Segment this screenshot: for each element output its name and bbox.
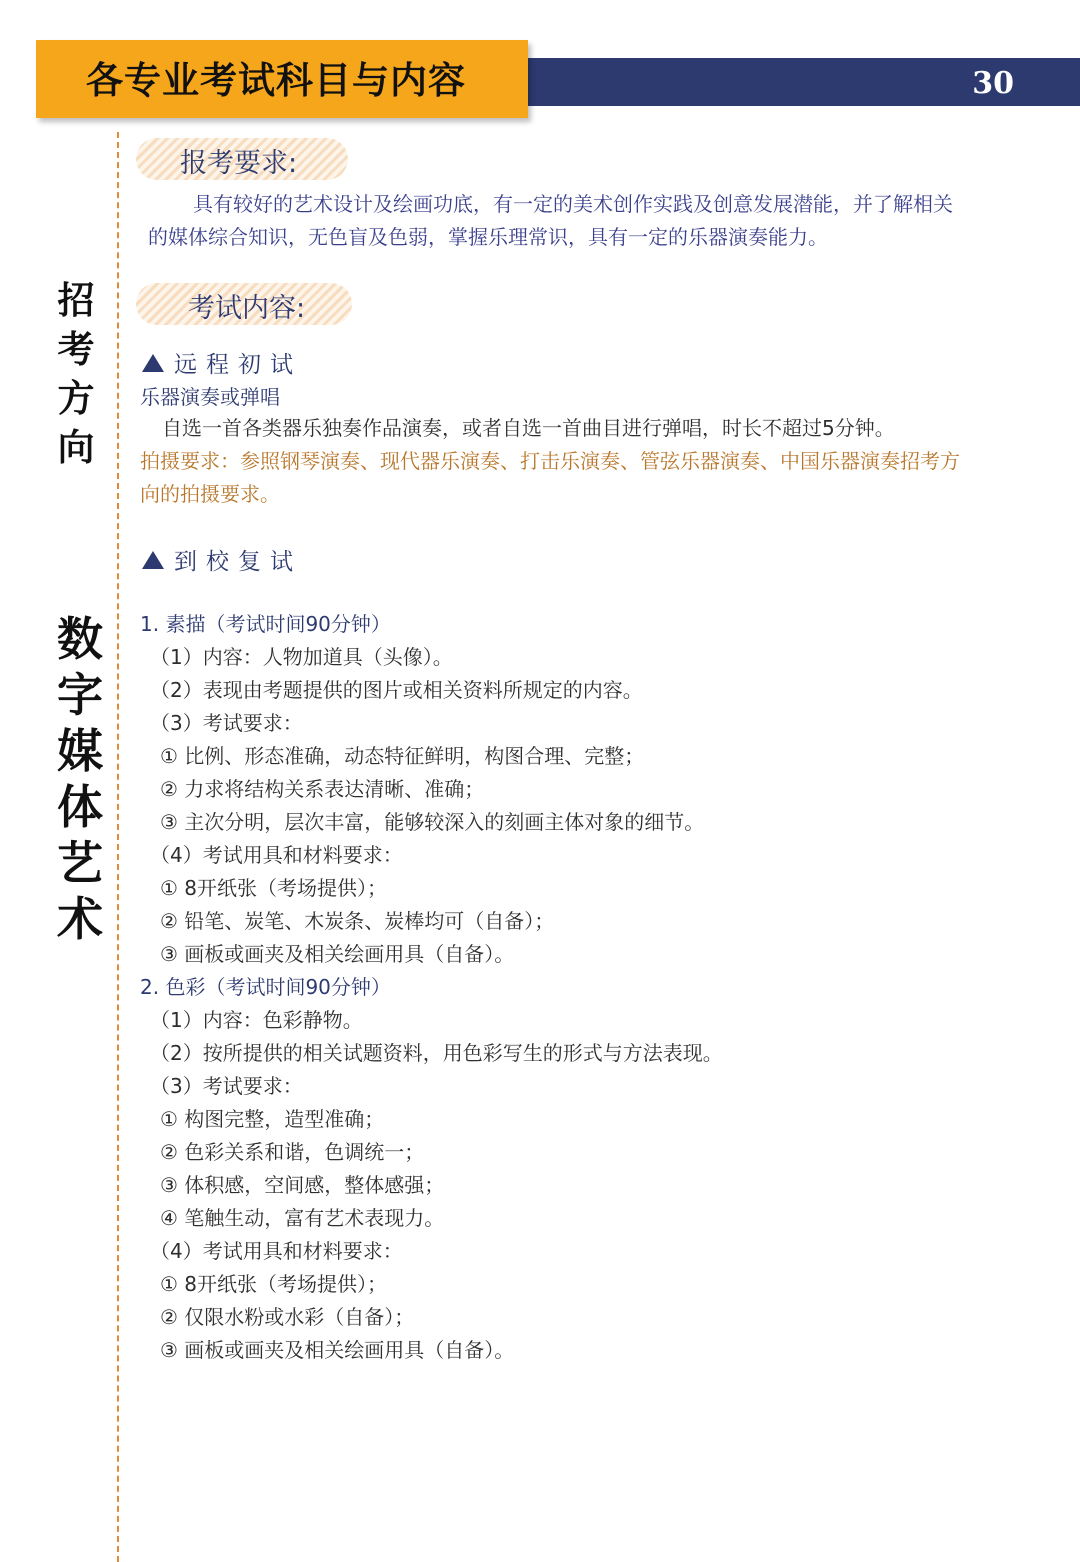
list-item: ① 8开纸张（考场提供）；: [160, 1272, 388, 1296]
dashed-divider: [117, 132, 119, 1562]
side-char: 字: [57, 668, 103, 722]
side-char: 招: [57, 279, 95, 322]
list-item: （1）内容：色彩静物。: [150, 1008, 363, 1032]
subject-heading: 2. 色彩（考试时间90分钟）: [140, 975, 391, 999]
list-item: ② 仅限水粉或水彩（自备）；: [160, 1305, 415, 1329]
list-item: （4）考试用具和材料要求：: [150, 843, 403, 867]
list-item: （2）表现由考题提供的图片或相关资料所规定的内容。: [150, 678, 643, 702]
stage-remote-title: 远程初试: [174, 352, 302, 378]
list-item: ④ 笔触生动，富有艺术表现力。: [160, 1206, 445, 1230]
stage-onsite-title: 到校复试: [174, 549, 302, 575]
triangle-icon: [142, 551, 164, 569]
list-item: （4）考试用具和材料要求：: [150, 1239, 403, 1263]
list-item: ② 铅笔、炭笔、木炭条、炭棒均可（自备）；: [160, 909, 555, 933]
page-number: 30: [972, 66, 1014, 101]
side-char: 方: [57, 377, 95, 420]
list-item: ③ 体积感，空间感，整体感强；: [160, 1173, 445, 1197]
list-item: ① 构图完整，造型准确；: [160, 1107, 385, 1131]
remote-body: 自选一首各类器乐独奏作品演奏，或者自选一首曲目进行弹唱，时长不超过5分钟。: [162, 416, 895, 440]
side-label-major: [52, 612, 108, 952]
list-item: ③ 画板或画夹及相关绘画用具（自备）。: [160, 1338, 515, 1362]
side-label-direction: [56, 279, 96, 478]
requirements-line: 的媒体综合知识，无色盲及色弱，掌握乐理常识，具有一定的乐器演奏能力。: [148, 225, 828, 249]
onsite-item-list: [140, 608, 723, 1367]
remote-note-line: 拍摄要求：参照钢琴演奏、现代器乐演奏、打击乐演奏、管弦乐器演奏、中国乐器演奏招考方: [140, 449, 960, 473]
side-char: 术: [57, 892, 103, 946]
remote-subtitle: 乐器演奏或弹唱: [140, 385, 280, 409]
list-item: （3）考试要求：: [150, 711, 303, 735]
exam-heading: 考试内容:: [188, 293, 306, 324]
list-item: ② 色彩关系和谐，色调统一；: [160, 1140, 425, 1164]
side-char: 向: [57, 426, 95, 469]
side-char: 艺: [57, 836, 103, 890]
side-char: 媒: [57, 724, 103, 778]
list-item: ① 8开纸张（考场提供）；: [160, 876, 388, 900]
list-item: （3）考试要求：: [150, 1074, 303, 1098]
requirements-line: 具有较好的艺术设计及绘画功底，有一定的美术创作实践及创意发展潜能，并了解相关: [193, 192, 953, 216]
list-item: （1）内容：人物加道具（头像）。: [150, 645, 453, 669]
stage-remote: [142, 346, 302, 379]
list-item: ③ 主次分明，层次丰富，能够较深入的刻画主体对象的细节。: [160, 810, 705, 834]
list-item: ③ 画板或画夹及相关绘画用具（自备）。: [160, 942, 515, 966]
requirements-heading: 报考要求:: [180, 148, 298, 179]
triangle-icon: [142, 354, 164, 372]
side-char: 数: [57, 612, 103, 666]
remote-note-line: 向的拍摄要求。: [140, 482, 280, 506]
side-char: 体: [57, 780, 103, 834]
list-item: ② 力求将结构关系表达清晰、准确；: [160, 777, 485, 801]
page-title: 各专业考试科目与内容: [86, 59, 466, 102]
list-item: （2）按所提供的相关试题资料，用色彩写生的形式与方法表现。: [150, 1041, 723, 1065]
list-item: ① 比例、形态准确，动态特征鲜明，构图合理、完整；: [160, 744, 645, 768]
stage-onsite: [142, 543, 302, 576]
subject-heading: 1. 素描（考试时间90分钟）: [140, 612, 391, 636]
side-char: 考: [57, 328, 95, 371]
